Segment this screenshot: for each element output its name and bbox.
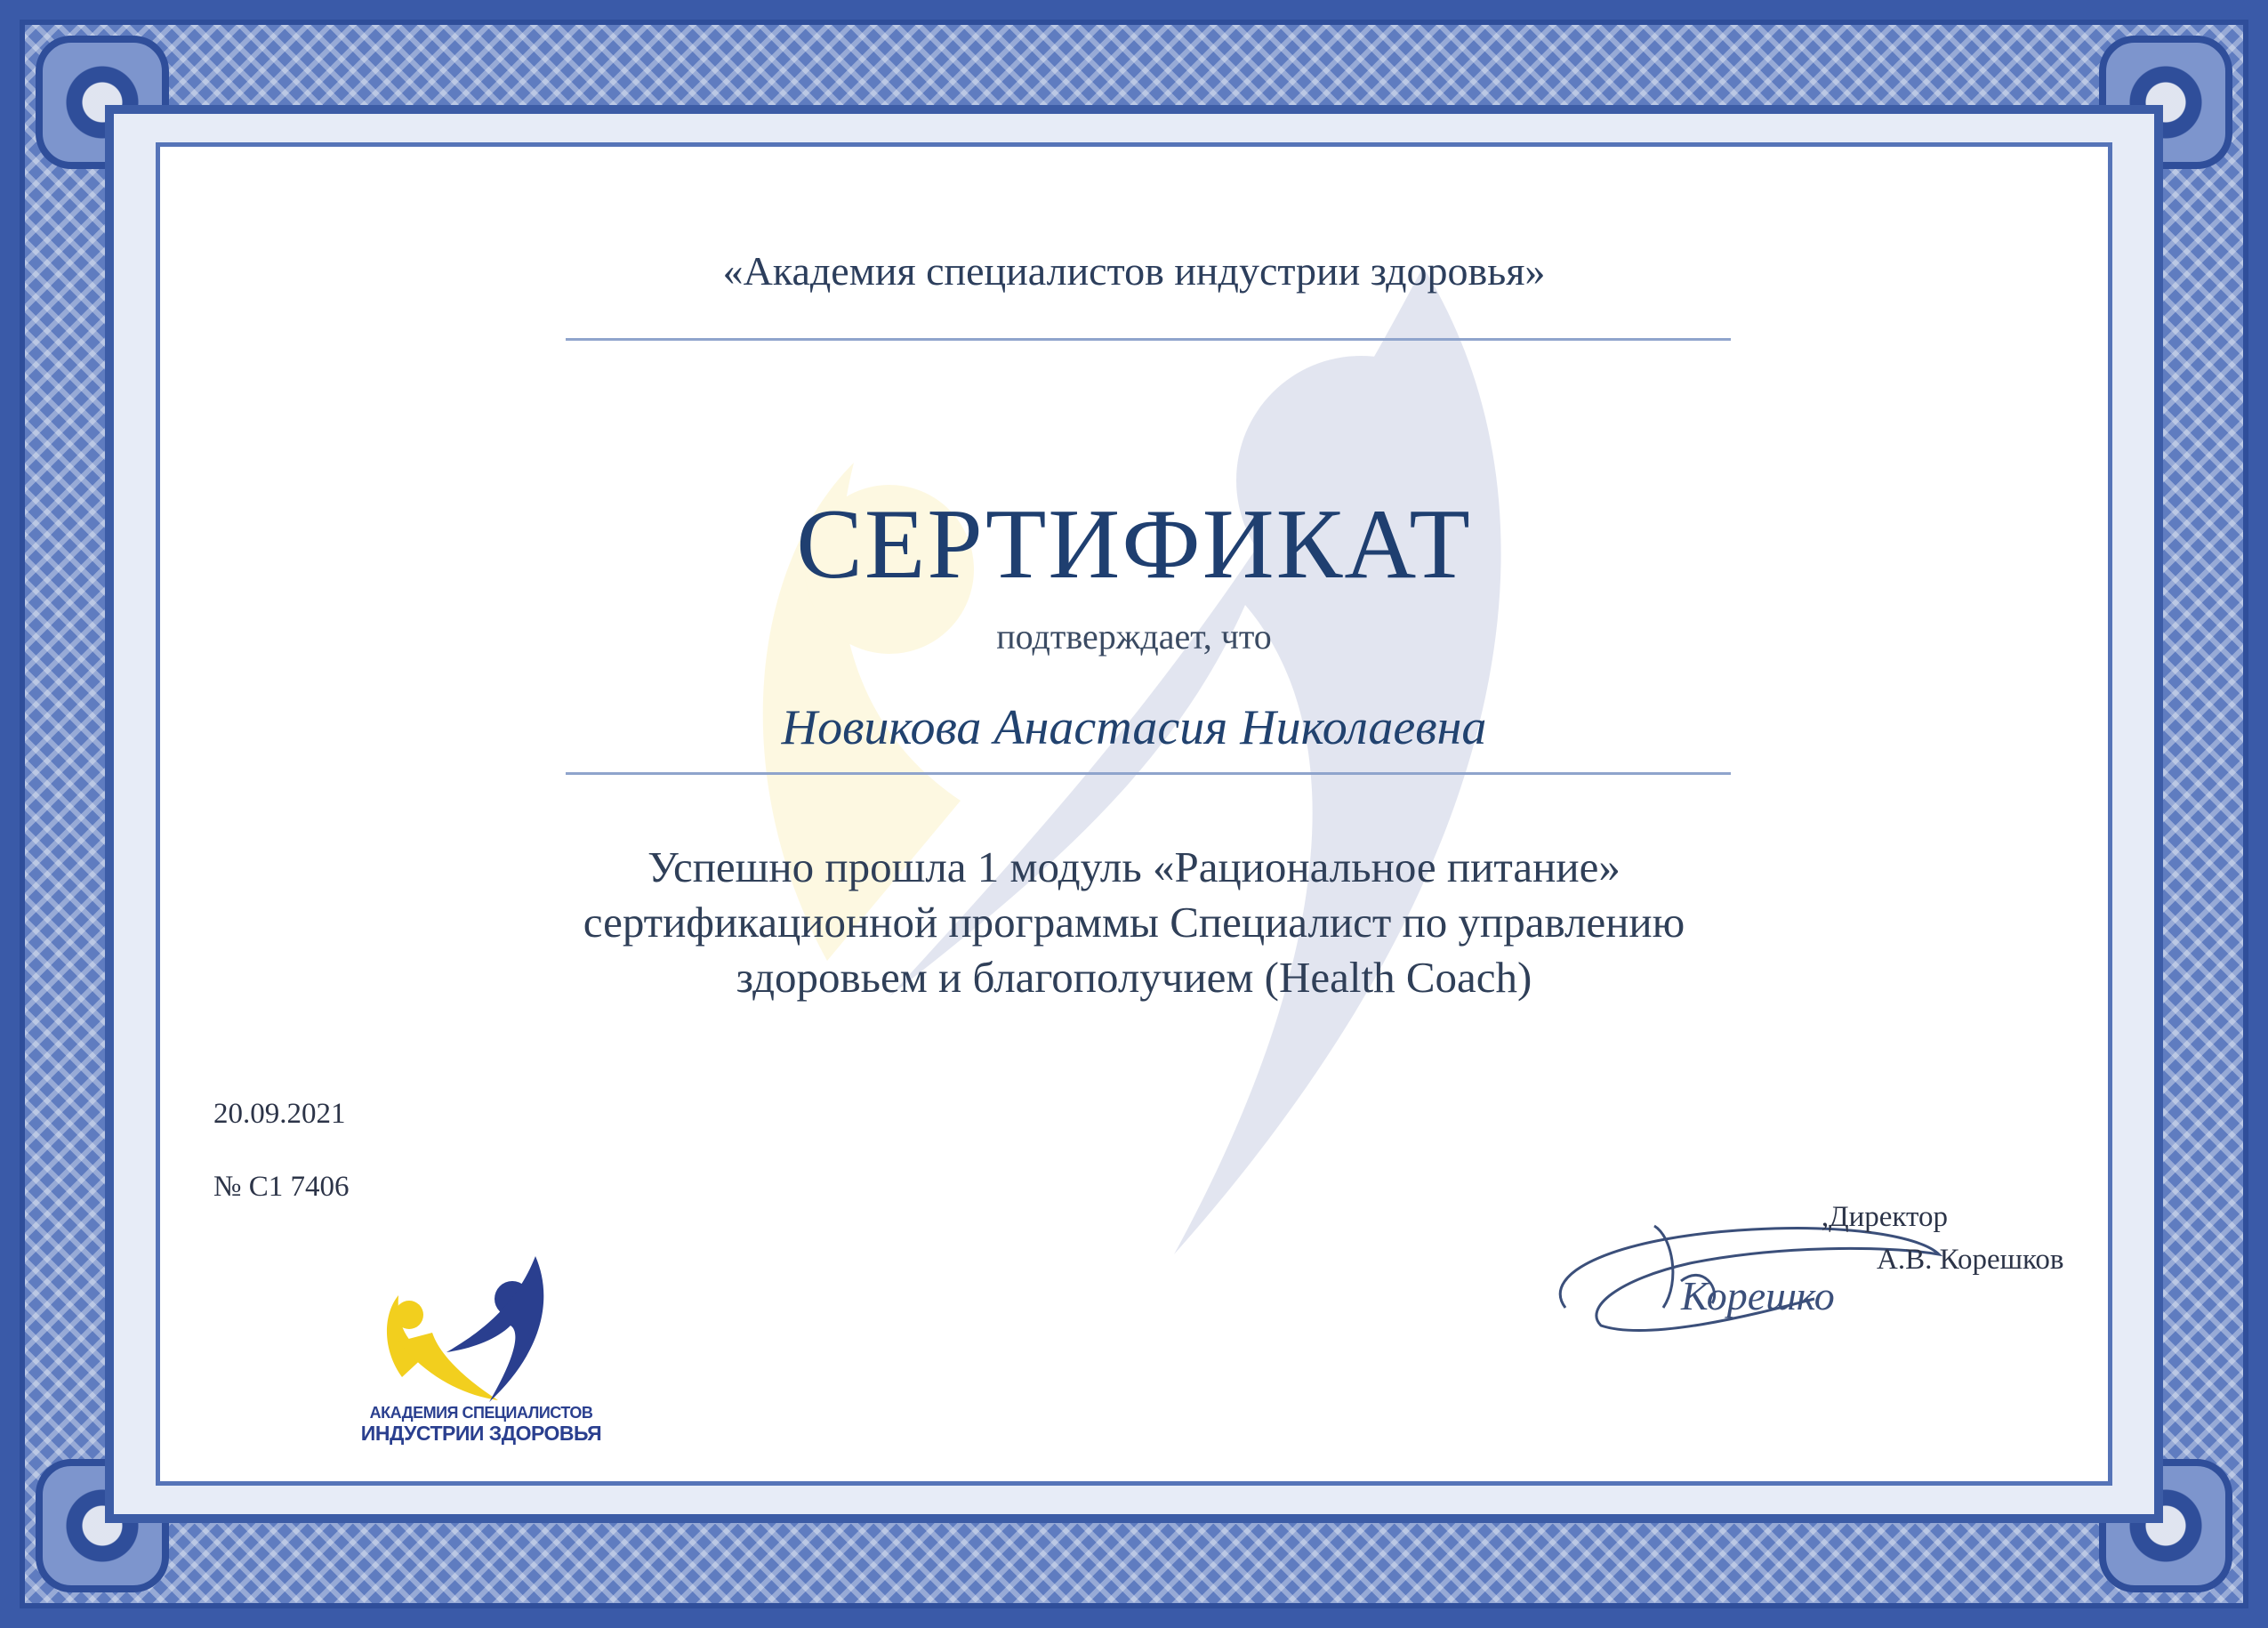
certificate-number: № С1 7406 [213, 1171, 350, 1203]
confirms-text: подтверждает, что [996, 617, 1272, 657]
certificate-title: СЕРТИФИКАТ [796, 489, 1472, 600]
watermark-logo-icon [623, 231, 1690, 1299]
description-line: Успешно прошла 1 модуль «Рациональное питание» [647, 842, 1621, 891]
recipient-name: Новикова Анастасия Николаевна [781, 700, 1487, 755]
issue-date: 20.09.2021 [213, 1098, 346, 1130]
description-line: сертификационной программы Специалист по управлению [583, 898, 1685, 947]
academy-name: «Академия специалистов индустрии здоровья» [722, 248, 1546, 294]
name-divider [566, 772, 1731, 775]
description-line: здоровьем и благополучием (Health Coach) [736, 953, 1532, 1002]
signer-name: А.В. Корешков [1877, 1244, 2064, 1276]
signature-text: Корешко [1681, 1273, 1835, 1318]
logo-text-line: АКАДЕМИЯ СПЕЦИАЛИСТОВ [369, 1404, 593, 1422]
description [0, 840, 2268, 1005]
logo-text-line: ИНДУСТРИИ ЗДОРОВЬЯ [360, 1422, 602, 1445]
header-divider [566, 338, 1731, 341]
